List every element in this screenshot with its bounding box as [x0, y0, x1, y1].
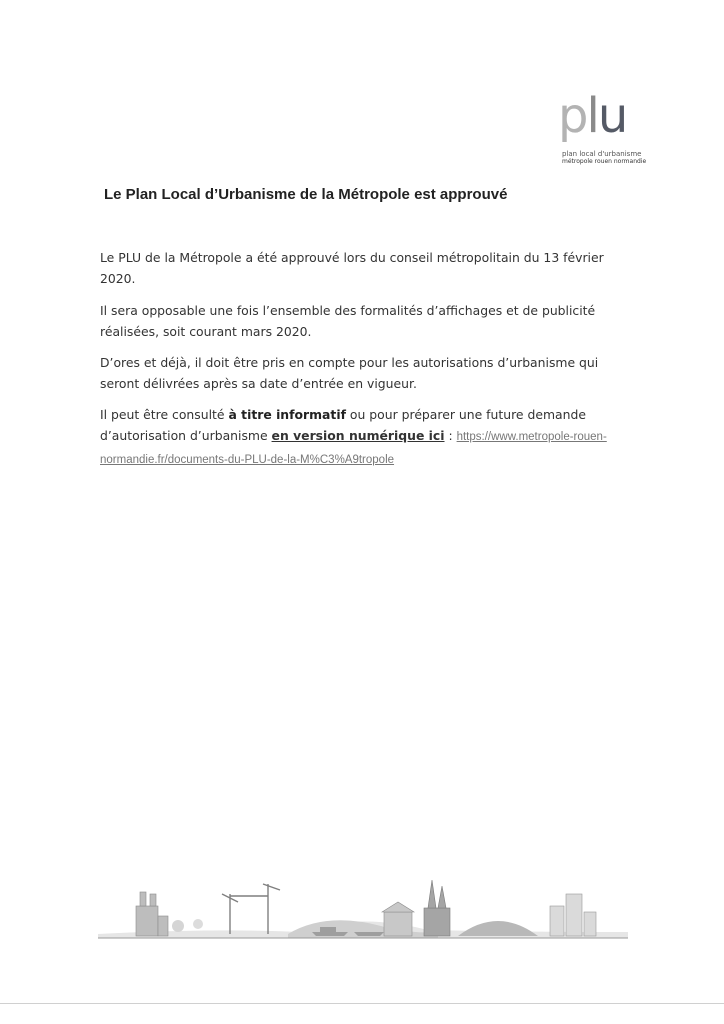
page-title: Le Plan Local d’Urbanisme de la Métropole est approuvé [104, 186, 508, 203]
logo-tagline: plan local d'urbanisme [562, 150, 642, 158]
paragraph-approval: Le PLU de la Métropole a été approuvé lors du conseil métropolitain du 13 février 2020. [100, 250, 604, 286]
plu-logo [552, 88, 652, 172]
informative-emphasis: à titre informatif [228, 407, 346, 422]
plu-documents-url[interactable]: https://www.metropole-rouen-normandie.fr/documents-du-PLU-de-la-M%C3%A9tropole [100, 431, 607, 466]
page-bottom-rule [0, 1003, 724, 1004]
paragraph-application: D’ores et déjà, il doit être pris en compte pour les autorisations d’urbanisme qui seront délivrées après sa date d’entrée en vigueur. [100, 355, 599, 391]
digital-version-link[interactable]: en version numérique ici [271, 428, 445, 443]
city-skyline-illustration [98, 872, 628, 952]
paragraph-opposability: Il sera opposable une fois l’ensemble des formalités d’affichages et de publicité réalisées, soit courant mars 2020. [100, 303, 596, 339]
logo-subtagline: métropole rouen normandie [562, 158, 647, 165]
paragraph-consultation: Il peut être consulté à titre informatif ou pour préparer une future demande d’autorisation d’urbanisme en version numérique ici : https://www.metropole-rouen-normandie.fr/documents-du-PLU-de-la-M%C3%A9tropole [100, 407, 607, 466]
plu-wordmark: plu [558, 88, 627, 144]
